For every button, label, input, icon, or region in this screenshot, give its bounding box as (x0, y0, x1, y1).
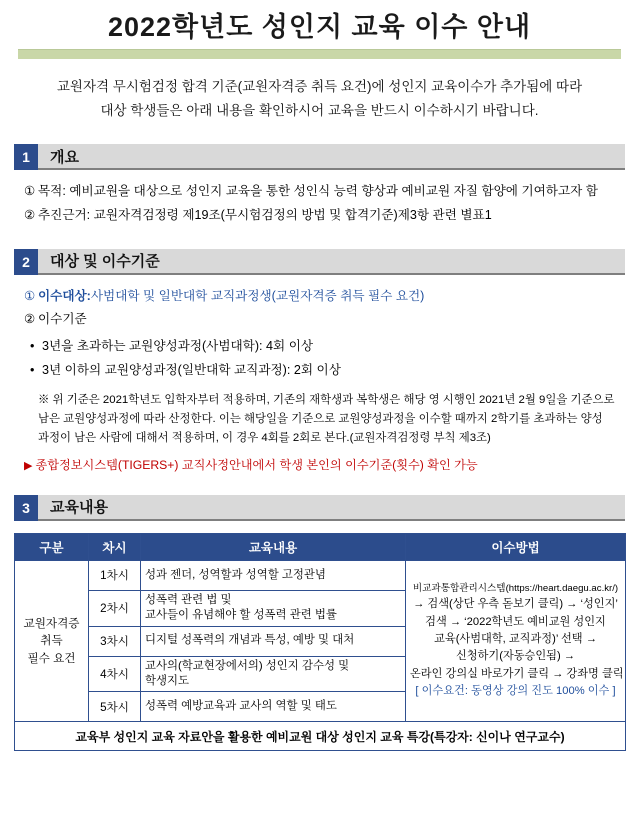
gubun-line-3: 필수 요건 (27, 651, 76, 665)
overview-item-2-marker: ② (24, 207, 36, 222)
table-cell-cha-3: 3차시 (89, 626, 141, 656)
table-header-method: 이수방법 (406, 533, 626, 560)
target-item-2-label: 이수기준 (38, 312, 87, 327)
content-line: 성폭력 예방교육과 교사의 역할 및 태도 (145, 700, 337, 713)
method-line-4: 교육(사범대학, 교직과정)’ 선택 → (434, 633, 597, 646)
title-block (18, 12, 621, 59)
target-bullet-list (30, 335, 639, 383)
table-cell-content-4 (141, 656, 406, 692)
target-item-1-label: 이수대상: (38, 288, 91, 303)
method-line-6: 온라인 강의실 바로가기 클릭 → 강좌명 클릭 (410, 667, 624, 680)
document-page (0, 12, 639, 838)
table-cell-content-2 (141, 590, 406, 626)
overview-item-1-marker: ① (24, 184, 36, 199)
target-note-line-3: 과정이 남은 사람에 대해서 적용하며, 이 경우 4회를 2회로 본다.(교원자격검정령 부칙 제3조) (38, 431, 491, 444)
target-body (24, 285, 615, 332)
overview-item-2-text: 추진근거: 교원자격검정령 제19조(무시험검정의 방법 및 합격기준)제3항 관련 별표1 (38, 207, 492, 222)
section-header-content (14, 495, 625, 521)
section-title-3: 교육내용 (38, 495, 625, 521)
table-cell-cha-1: 1차시 (89, 560, 141, 590)
target-item-2-marker: ② (24, 312, 36, 327)
table-footer-text: 교육부 성인지 교육 자료안을 활용한 예비교원 대상 성인지 교육 특강(특강자: 신이나 연구교수) (15, 722, 626, 751)
target-note (24, 391, 615, 447)
section-number-3: 3 (14, 495, 38, 521)
table-header-row (15, 533, 626, 560)
section-header-overview (14, 144, 625, 170)
triangle-right-icon: ▶ (24, 459, 33, 472)
page-title: 2022학년도 성인지 교육 이수 안내 (107, 12, 532, 42)
section-title-2: 대상 및 이수기준 (38, 249, 625, 275)
content-line: 교사의(학교현장에서의) 성인지 감수성 및 (145, 659, 350, 672)
target-item-1-text: 사범대학 및 일반대학 교직과정생(교원자격증 취득 필수 요건) (90, 288, 425, 303)
target-item-1-marker: ① (24, 288, 36, 303)
table-cell-cha-2: 2차시 (89, 590, 141, 626)
target-bullet-1 (30, 335, 639, 359)
table-row (15, 560, 626, 590)
target-note-line-1: ※ 위 기준은 2021학년도 입학자부터 적용하며, 기존의 재학생과 복학생은 해당 영 시행인 2021년 2월 9일을 기준으로 (38, 394, 615, 407)
method-line-2: → 검색(상단 우측 돋보기 클릭) → ‘성인지’ (413, 598, 618, 611)
method-line-3: 검색 → ‘2022학년도 예비교원 성인지 (425, 615, 606, 628)
table-cell-content-5 (141, 692, 406, 722)
bullet-dot-icon: • (30, 339, 35, 354)
target-bullet-1-text: 3년을 초과하는 교원양성과정(사범대학): 4회 이상 (42, 339, 314, 354)
target-note-line-2: 남은 교원양성과정에 따라 산정한다. 이는 해당일을 기준으로 교원양성과정을 이수할 때까지 2학기를 초과하는 양성 (38, 413, 603, 426)
target-bullet-2-text: 3년 이하의 교원양성과정(일반대학 교직과정): 2회 이상 (42, 363, 341, 378)
education-table-wrap (14, 533, 625, 752)
intro-line-1: 교원자격 무시험검정 합격 기준(교원자격증 취득 요건)에 성인지 교육이수가 추가됨에 따라 (56, 79, 583, 95)
gubun-line-2: 취득 (40, 634, 63, 648)
table-cell-content-3 (141, 626, 406, 656)
intro-paragraph (40, 75, 599, 122)
table-header-gubun: 구분 (15, 533, 89, 560)
title-underline-bar (18, 49, 621, 59)
overview-body (24, 180, 615, 227)
target-item-2 (24, 308, 615, 331)
table-cell-cha-4: 4차시 (89, 656, 141, 692)
target-bullet-2 (30, 359, 639, 383)
content-line: 성폭력 관련 법 및 (145, 593, 232, 606)
overview-item-1-text: 목적: 예비교원을 대상으로 성인지 교육을 통한 성인식 능력 향상과 예비교원 자질 함양에 기여하고자 함 (38, 184, 598, 199)
table-cell-cha-5: 5차시 (89, 692, 141, 722)
tigers-note (24, 456, 615, 473)
intro-line-2: 대상 학생들은 아래 내용을 확인하시어 교육을 반드시 이수하시기 바랍니다. (100, 102, 539, 118)
table-cell-gubun (15, 560, 89, 722)
content-line: 교사들이 유념해야 할 성폭력 관련 법률 (145, 609, 337, 622)
table-cell-method (406, 560, 626, 722)
section-title-1: 개요 (38, 144, 625, 170)
section-number-2: 2 (14, 249, 38, 275)
gubun-line-1: 교원자격증 (23, 616, 80, 630)
table-footer-row (15, 722, 626, 751)
education-table (14, 533, 626, 752)
content-line: 성과 젠더, 성역할과 성역할 고정관념 (145, 568, 326, 581)
method-line-5: 신청하기(자동승인됨) → (455, 650, 575, 663)
content-line: 학생지도 (145, 674, 190, 687)
table-header-cha: 차시 (89, 533, 141, 560)
overview-item-2 (24, 204, 615, 227)
content-line: 디지털 성폭력의 개념과 특성, 예방 및 대처 (145, 634, 355, 647)
tigers-note-text: 종합정보시스템(TIGERS+) 교직사정안내에서 학생 본인의 이수기준(횟수) 확인 가능 (35, 457, 478, 472)
bullet-dot-icon: • (30, 363, 35, 378)
method-line-1: 비교과통합관리시스템(https://heart.daegu.ac.kr/) (412, 582, 619, 594)
table-header-content: 교육내용 (141, 533, 406, 560)
method-requirement-note: [ 이수요건: 동영상 강의 진도 100% 이수 ] (415, 685, 616, 698)
table-cell-content-1 (141, 560, 406, 590)
target-item-1 (24, 285, 615, 308)
section-number-1: 1 (14, 144, 38, 170)
section-header-target (14, 249, 625, 275)
overview-item-1 (24, 180, 615, 203)
